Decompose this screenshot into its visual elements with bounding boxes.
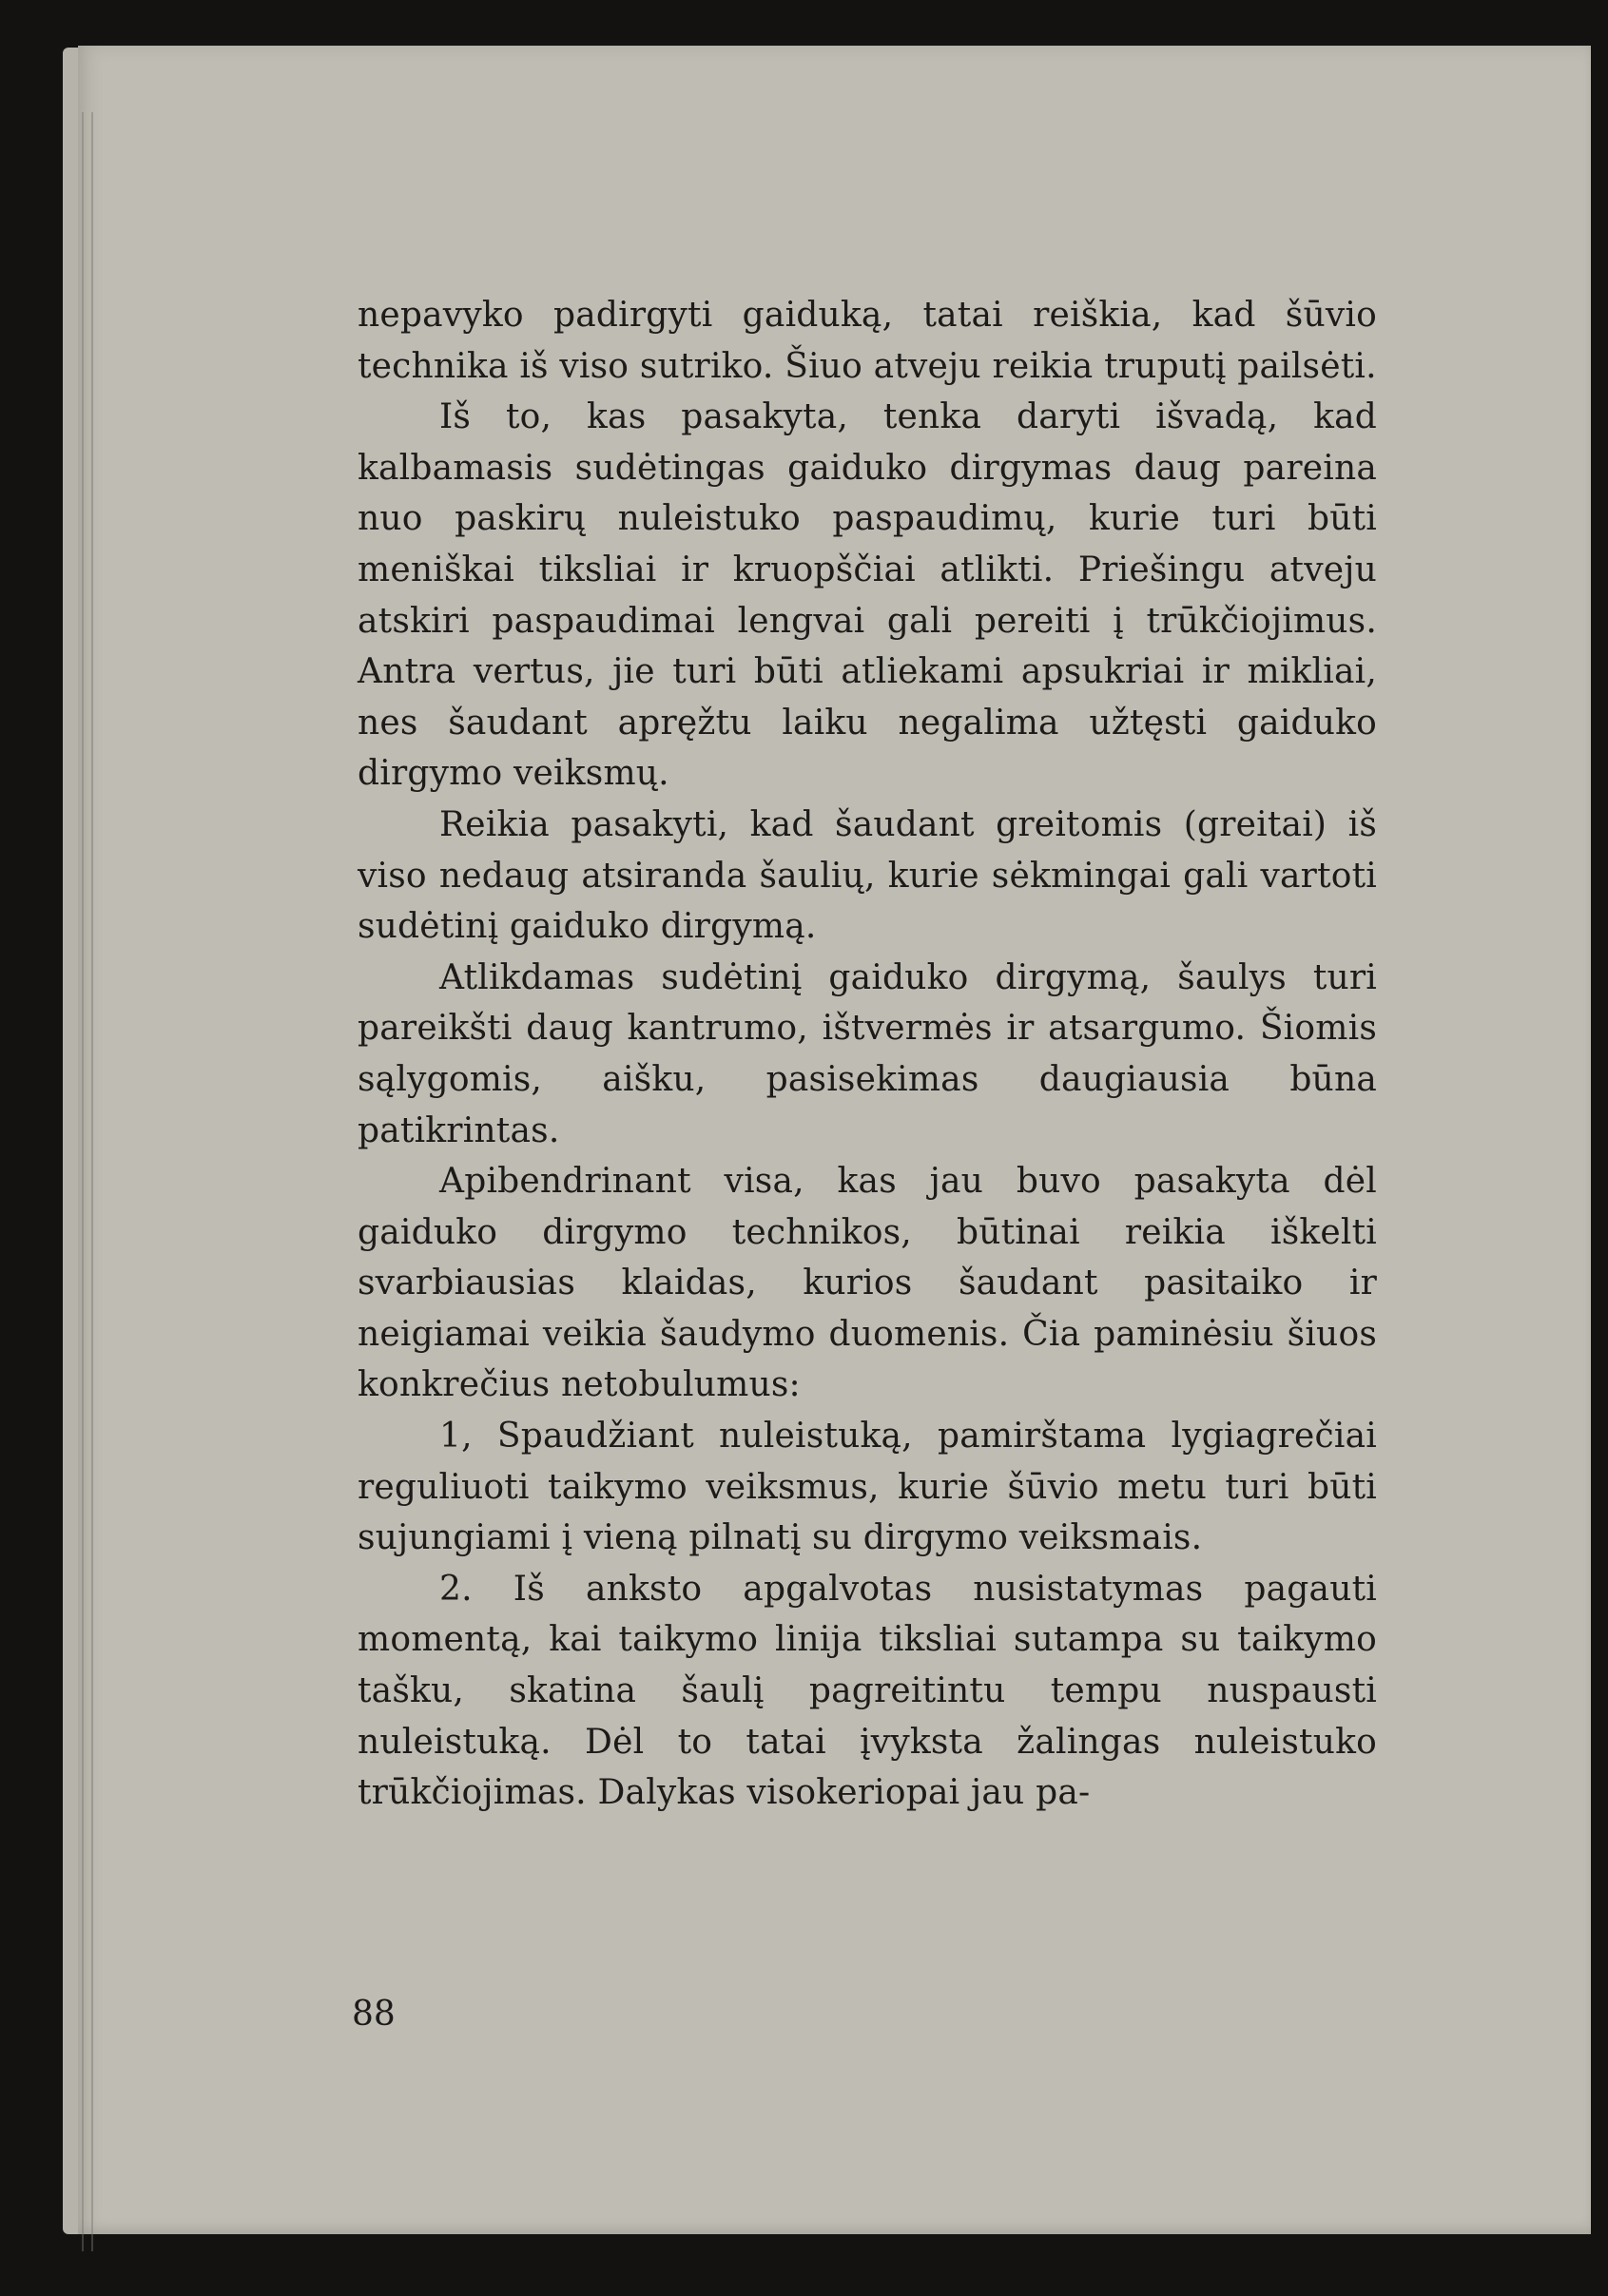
paragraph: Reikia pasakyti, kad šaudant greitomis (greitai) iš viso nedaug atsiranda šaulių, kurie sėkmingai gali vartoti sudėtinį gaiduko dirgymą. <box>358 804 1377 947</box>
spine-shadow <box>82 112 84 2251</box>
page-number: 88 <box>352 1995 396 2034</box>
list-item: 2. Iš anksto apgalvotas nusistatymas pagauti momentą, kai taikymo linija tiksliai sutampa su taikymo tašku, skatina šaulį pagreitintu tempu nuspausti nuleistuką. Dėl to tatai įvyksta žalingas nuleistuko trūkčiojimas. Dalykas visokeriopai jau pa- <box>358 1569 1377 1813</box>
paragraph-continuation: nepavyko padirgyti gaiduką, tatai reiškia, kad šūvio technika iš viso sutriko. Šiuo atveju reikia truputį pailsėti. <box>358 296 1377 386</box>
paragraph: Iš to, kas pasakyta, tenka daryti išvadą, kad kalbamasis sudėtingas gaiduko dirgymas daug pareina nuo paskirų nuleistuko paspaudimų, kurie turi būti meniškai tiksliai ir kruopščiai atlikti. Priešingu atveju atskiri paspaudimai lengvai gali pereiti į trūkčiojimus. Antra vertus, jie turi būti atliekami apsukriai ir mikliai, nes šaudant apręžtu laiku negalima užtęsti gaiduko dirgymo veiksmų. <box>358 397 1377 794</box>
paragraph: Apibendrinant visa, kas jau buvo pasakyta dėl gaiduko dirgymo technikos, būtinai reikia iškelti svarbiausias klaidas, kurios šaudant pasitaiko ir neigiamai veikia šaudymo duomenis. Čia paminėsiu šiuos konkrečius netobulumus: <box>358 1162 1377 1405</box>
body-text <box>358 290 1377 1819</box>
spine-shadow <box>91 112 93 2251</box>
paragraph: Atlikdamas sudėtinį gaiduko dirgymą, šaulys turi pareikšti daug kantrumo, ištvermės ir atsargumo. Šiomis sąlygomis, aišku, pasisekimas daugiausia būna patikrintas. <box>358 957 1377 1150</box>
list-item: 1, Spaudžiant nuleistuką, pamirštama lygiagrečiai reguliuoti taikymo veiksmus, kurie šūvio metu turi būti sujungiami į vieną pilnatį su dirgymo veiksmais. <box>358 1417 1377 1558</box>
